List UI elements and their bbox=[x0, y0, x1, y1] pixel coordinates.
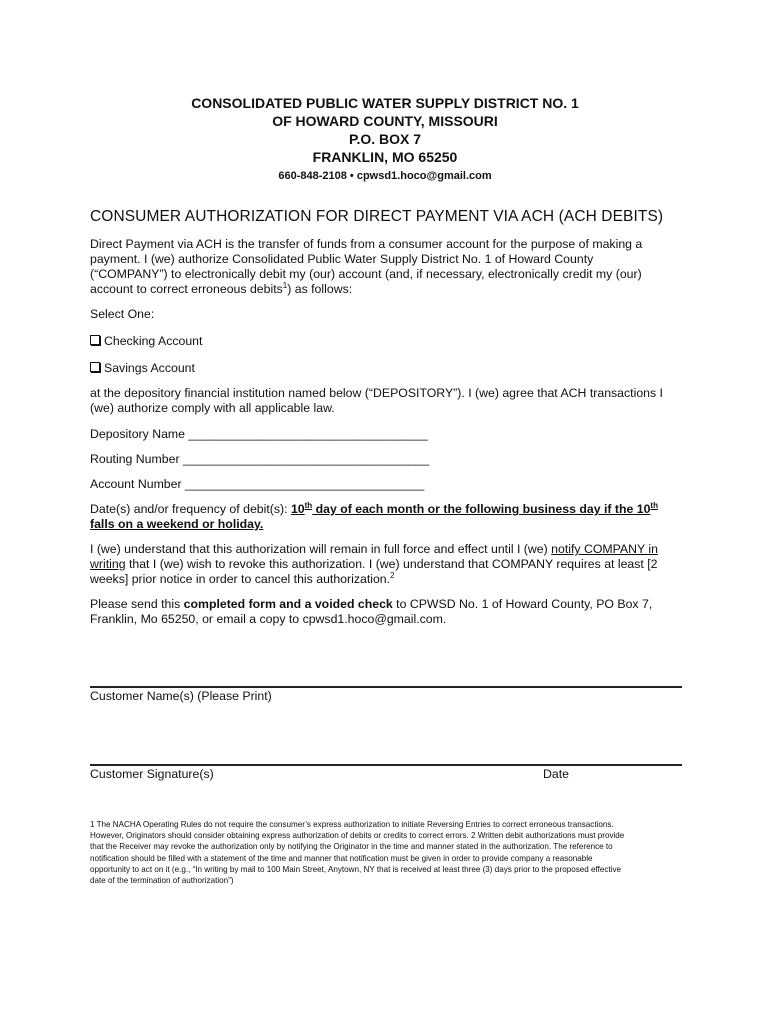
send-emphasis: completed form and a voided check bbox=[183, 597, 393, 611]
checking-label: Checking Account bbox=[104, 334, 203, 348]
debit-frequency-value: day of each month or the following business day if the 10 bbox=[312, 502, 651, 516]
district-contact: 660-848-2108 • cpwsd1.hoco@gmail.com bbox=[278, 170, 492, 182]
revocation-underlined: notify COMPANY in bbox=[551, 542, 658, 556]
savings-label: Savings Account bbox=[104, 361, 195, 375]
footnotes bbox=[90, 819, 680, 886]
debit-frequency-label: Date(s) and/or frequency of debit(s): bbox=[90, 502, 291, 516]
date-label: Date bbox=[543, 767, 569, 781]
debit-frequency bbox=[90, 502, 680, 532]
intro-line bbox=[90, 282, 680, 297]
checking-option[interactable] bbox=[90, 334, 680, 349]
footnote-line: notification should be filled with a statement of the time and manner that notification must be given in order to provide company a reasonable bbox=[90, 853, 593, 863]
send-line: Franklin, Mo 65250, or email a copy to cpwsd1.hoco@gmail.com. bbox=[90, 612, 447, 626]
footnote-line: However, Originators should consider obtaining express authorization of debits or credits to correct errors. 2 Written debit authorizations must provide bbox=[90, 831, 625, 841]
revocation-paragraph bbox=[90, 542, 680, 587]
footnote-line: opportunity to act on it (e.g., “In writing by mail to 100 Main Street, Anytown, NY that is received at least three (3) days prior to the proposed effective bbox=[90, 864, 622, 874]
footnote-ref: 1 bbox=[282, 280, 288, 290]
intro-line: payment. I (we) authorize Consolidated Public Water Supply District No. 1 of Howard County bbox=[90, 252, 594, 266]
form-title: CONSUMER AUTHORIZATION FOR DIRECT PAYMENT VIA ACH (ACH DEBITS) bbox=[90, 208, 664, 225]
customer-signature-line[interactable] bbox=[90, 764, 682, 766]
send-instructions bbox=[90, 597, 680, 627]
checkbox-icon[interactable] bbox=[90, 335, 100, 345]
account-number-field[interactable]: Account Number ___________________________________ bbox=[90, 477, 425, 491]
revocation-line bbox=[90, 557, 680, 572]
footnote-line: date of the termination of authorization”) bbox=[90, 876, 234, 886]
footnote-ref: 2 bbox=[390, 570, 395, 580]
depository-paragraph bbox=[90, 386, 680, 416]
revocation-text: weeks] prior notice in order to cancel this authorization. bbox=[90, 572, 391, 586]
depository-line: (we) authorize comply with all applicable law. bbox=[90, 401, 335, 415]
district-city: FRANKLIN, MO 65250 bbox=[312, 149, 458, 165]
intro-text: account to correct erroneous debits bbox=[90, 282, 283, 296]
depository-line: at the depository financial institution named below (“DEPOSITORY”). I (we) agree that ACH transactions I bbox=[90, 386, 663, 400]
send-text: Please send this bbox=[90, 597, 184, 611]
revocation-line bbox=[90, 572, 680, 587]
footnote-line: 1 The NACHA Operating Rules do not require the consumer’s express authorization to initiate Reversing Entries to correct erroneous transactions. bbox=[90, 820, 614, 829]
revocation-text: that I (we) wish to revoke this authorization. I (we) understand that COMPANY requires at least [2 bbox=[125, 557, 658, 571]
district-county: OF HOWARD COUNTY, MISSOURI bbox=[272, 113, 498, 129]
send-line bbox=[90, 597, 680, 612]
ordinal-suffix: th bbox=[650, 500, 658, 510]
routing-number-field[interactable]: Routing Number ____________________________________ bbox=[90, 452, 430, 466]
district-name: CONSOLIDATED PUBLIC WATER SUPPLY DISTRICT NO. 1 bbox=[191, 95, 579, 111]
intro-paragraph bbox=[90, 237, 680, 297]
revocation-line bbox=[90, 542, 680, 557]
revocation-underlined: writing bbox=[90, 557, 126, 571]
depository-name-field[interactable]: Depository Name ___________________________________ bbox=[90, 427, 428, 441]
ordinal-suffix: th bbox=[304, 500, 313, 510]
revocation-text: I (we) understand that this authorization will remain in full force and effect until I (we) bbox=[90, 542, 552, 556]
intro-line: (“COMPANY”) to electronically debit my (our) account (and, if necessary, electronically credit my (our) bbox=[90, 267, 642, 281]
checkbox-icon[interactable] bbox=[90, 362, 100, 372]
intro-text: ) as follows: bbox=[287, 282, 353, 296]
send-text: to CPWSD No. 1 of Howard County, PO Box 7, bbox=[392, 597, 653, 611]
debit-frequency-value: falls on a weekend or holiday. bbox=[90, 517, 264, 531]
select-one-label: Select One: bbox=[90, 307, 155, 321]
district-po-box: P.O. BOX 7 bbox=[348, 131, 422, 147]
debit-frequency-line bbox=[90, 502, 680, 517]
customer-name-line[interactable] bbox=[90, 686, 682, 688]
footnote-line: that the Receiver may revoke the authorization only by notifying the Originator in the time and manner stated in the authorization. The reference to bbox=[90, 842, 613, 852]
savings-option[interactable] bbox=[90, 361, 680, 376]
intro-line: Direct Payment via ACH is the transfer of funds from a consumer account for the purpose of making a bbox=[90, 237, 643, 251]
customer-name-label: Customer Name(s) (Please Print) bbox=[90, 689, 272, 703]
customer-signature-label: Customer Signature(s) bbox=[90, 767, 214, 781]
letterhead bbox=[0, 94, 770, 184]
debit-frequency-value: 10 bbox=[290, 502, 305, 516]
